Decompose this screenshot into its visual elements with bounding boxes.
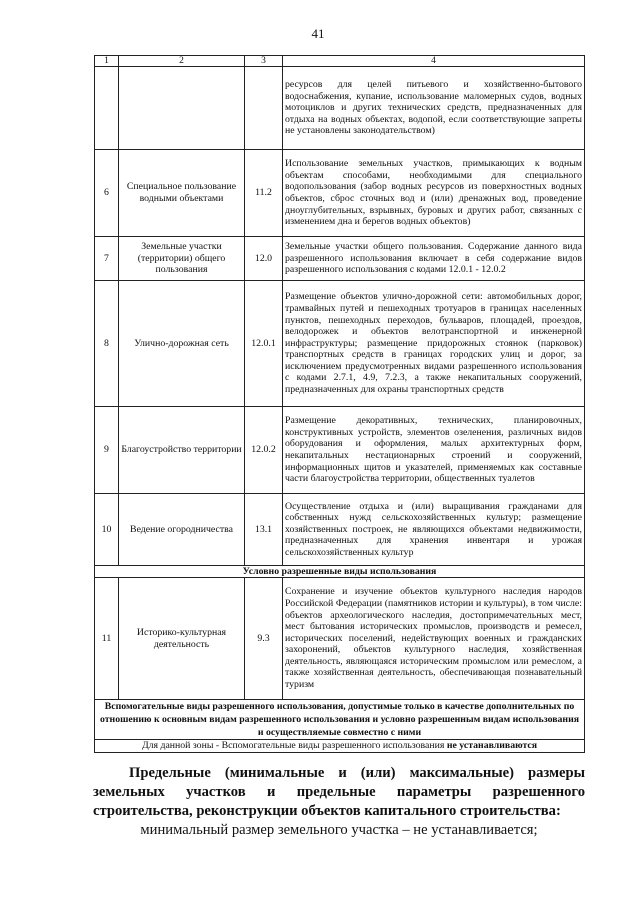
row-number: 8 — [95, 281, 119, 407]
use-name: Улично-дорожная сеть — [119, 281, 245, 407]
table-row — [95, 237, 585, 281]
column-header: 1 — [95, 56, 119, 67]
use-code: 13.1 — [245, 494, 283, 566]
column-header: 4 — [283, 56, 585, 67]
use-code — [245, 67, 283, 150]
parameters-heading: Предельные (минимальные и (или) максимальные) размеры земельных участков и предельные параметры разрешенного строительства, реконструкции объектов капитального строительства: — [93, 765, 585, 819]
auxiliary-note — [95, 740, 585, 753]
use-description: Размещение декоративных, технических, планировочных, конструктивных устройств, элементов озеленения, различных видов оборудования и оформления, малых архитектурных форм, некапитальных нестационарных строений и сооружений, информационных щитов и указателей, применяемых как составные части благоустройства территории, общественных туалетов — [283, 407, 585, 494]
use-description: Размещение объектов улично-дорожной сети: автомобильных дорог, трамвайных путей и пешеходных тротуаров в границах населенных пунктов, пешеходных переходов, бульваров, площадей, проездов, велодорожек и объектов велотранспортной и инженерной инфраструктуры; размещение придорожных стоянок (парковок) транспортных средств в границах городских улиц и дорог, за исключением предусмотренных видами разрешенного использования с кодами 2.7.1, 4.9, 7.2.3, а также некапитальных сооружений, предназначенных для охраны транспортных средств — [283, 281, 585, 407]
use-name — [119, 67, 245, 150]
auxiliary-note-row — [95, 740, 585, 753]
use-code: 9.3 — [245, 578, 283, 700]
auxiliary-title: Вспомогательные виды разрешенного использования, допустимые только в качестве дополнительных по отношению к основным видам разрешенного использования и условно разрешенным видам использования и осуществляемые совместно с ними — [95, 700, 585, 740]
use-description: Земельные участки общего пользования. Содержание данного вида разрешенного использования включает в себя содержание видов разрешенного использования с кодами 12.0.1 - 12.0.2 — [283, 237, 585, 281]
use-description: Сохранение и изучение объектов культурного наследия народов Российской Федерации (памятников истории и культуры), в том числе: объектов археологического наследия, достопримечательных мест, мест бытования исторических промыслов, производств и ремесел, исторических поселений, недействующих военных и гражданских захоронений, объектов культурного наследия, хозяйственная деятельность, являющаяся историческим промыслом или ремеслом, а также хозяйственная деятельность, обеспечивающая познавательный туризм — [283, 578, 585, 700]
use-code: 11.2 — [245, 150, 283, 237]
table-row — [95, 150, 585, 237]
use-name: Историко-культурная деятельность — [119, 578, 245, 700]
row-number: 11 — [95, 578, 119, 700]
row-number: 10 — [95, 494, 119, 566]
parameters-section — [93, 764, 585, 840]
auxiliary-note-text: Для данной зоны - Вспомогательные виды разрешенного использования — [141, 740, 447, 751]
column-header: 3 — [245, 56, 283, 67]
section-row — [95, 566, 585, 578]
table-row — [95, 407, 585, 494]
parameters-line: минимальный размер земельного участка – не устанавливается; — [140, 822, 538, 838]
section-title: Условно разрешенные виды использования — [95, 566, 585, 578]
row-number — [95, 67, 119, 150]
use-description: Использование земельных участков, примыкающих к водным объектам способами, необходимыми для специального водопользования (забор водных ресурсов из поверхностных водных объектов, сброс сточных вод и (или) дренажных вод, проведение дноуглубительных, взрывных, буровых и других работ, связанных с изменением дна и берегов водных объектов) — [283, 150, 585, 237]
use-code: 12.0.1 — [245, 281, 283, 407]
use-code: 12.0 — [245, 237, 283, 281]
auxiliary-row — [95, 700, 585, 740]
table-header-row — [95, 56, 585, 67]
column-header: 2 — [119, 56, 245, 67]
row-number: 9 — [95, 407, 119, 494]
land-use-table — [94, 55, 585, 753]
table-row — [95, 578, 585, 700]
row-number: 7 — [95, 237, 119, 281]
auxiliary-note-status: не устанавливаются — [446, 740, 538, 751]
row-number: 6 — [95, 150, 119, 237]
table-row — [95, 281, 585, 407]
use-name: Земельные участки (территории) общего пользования — [119, 237, 245, 281]
use-description: ресурсов для целей питьевого и хозяйственно-бытового водоснабжения, купание, использование маломерных судов, водных мотоциклов и других технических средств, предназначенных для отдыха на водных объектах, водопой, если соответствующие запреты не установлены законодательством) — [283, 67, 585, 150]
use-code: 12.0.2 — [245, 407, 283, 494]
page-number: 41 — [311, 26, 325, 41]
table-row — [95, 494, 585, 566]
table-row — [95, 67, 585, 150]
use-name: Специальное пользование водными объектами — [119, 150, 245, 237]
use-description: Осуществление отдыха и (или) выращивания гражданами для собственных нужд сельскохозяйственных культур; размещение хозяйственных построек, не являющихся объектами недвижимости, предназначенных для хранения инвентаря и урожая сельскохозяйственных культур — [283, 494, 585, 566]
use-name: Ведение огородничества — [119, 494, 245, 566]
use-name: Благоустройство территории — [119, 407, 245, 494]
